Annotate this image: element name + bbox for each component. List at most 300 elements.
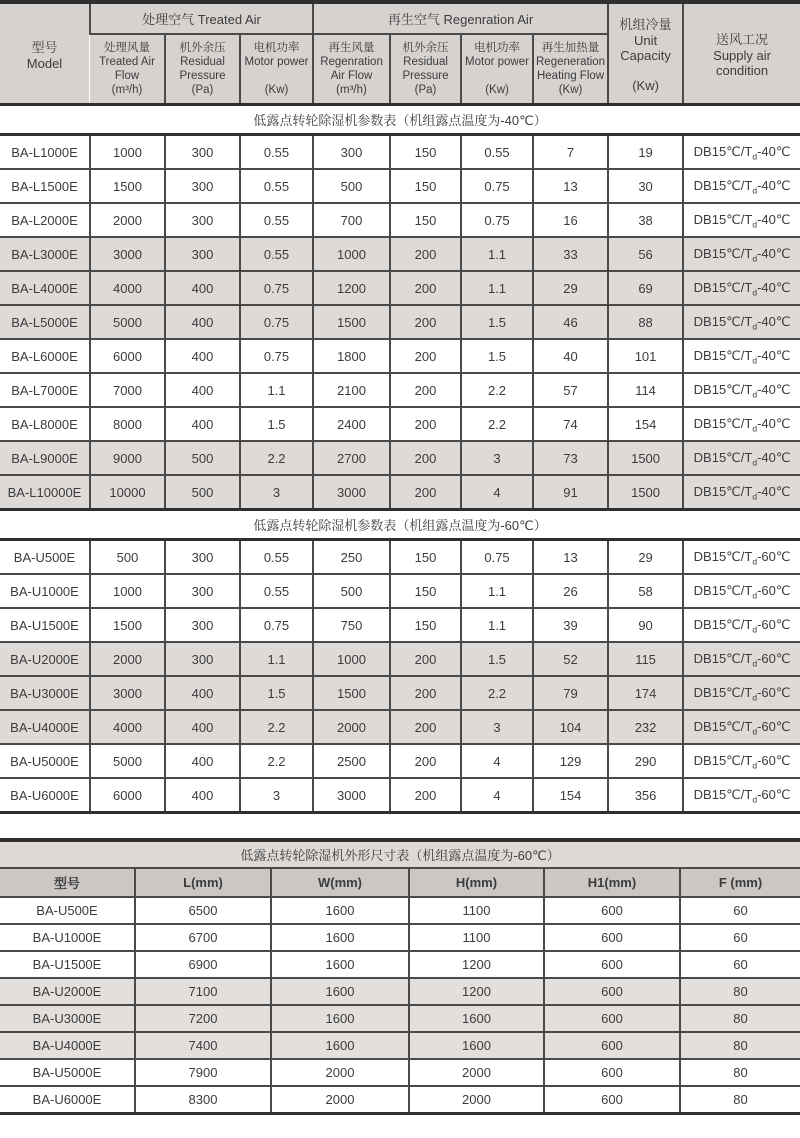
value-cell: 4000 xyxy=(90,710,165,744)
value-cell: 1.1 xyxy=(240,373,313,407)
model-cell: BA-L8000E xyxy=(0,407,90,441)
table-row xyxy=(0,305,800,339)
value-cell: 356 xyxy=(608,778,683,813)
value-cell: 3000 xyxy=(313,475,390,510)
header-line: (m³/h) xyxy=(111,84,143,96)
value-cell: 46 xyxy=(533,305,608,339)
value-cell: 1500 xyxy=(608,441,683,475)
value-cell: 80 xyxy=(680,1032,800,1059)
condition-subscript: d xyxy=(752,726,758,737)
condition-cell: $DB15℃/T_d-40℃$ xyxy=(683,305,800,339)
value-cell: 300 xyxy=(165,642,240,676)
value-cell: 29 xyxy=(533,271,608,305)
condition-subscript: d xyxy=(752,287,758,298)
value-cell: 200 xyxy=(390,373,461,407)
dim-table-title: 低露点转轮除湿机外形尺寸表（机组露点温度为-60℃） xyxy=(0,840,800,868)
value-cell: 0.75 xyxy=(240,608,313,642)
table-row xyxy=(0,441,800,475)
header-line: Supply air xyxy=(713,48,771,63)
value-cell: 500 xyxy=(165,441,240,475)
value-cell: 0.75 xyxy=(240,339,313,373)
table-row xyxy=(0,169,800,203)
value-cell: 2.2 xyxy=(240,710,313,744)
value-cell: 300 xyxy=(165,574,240,608)
header-line: Heating Flow xyxy=(536,70,605,82)
condition-cell: $DB15℃/T_d-60℃$ xyxy=(683,540,800,575)
condition-subscript: d xyxy=(752,185,758,196)
section-title: 低露点转轮除湿机参数表（机组露点温度为-40℃） xyxy=(0,105,800,135)
value-cell: 0.55 xyxy=(240,169,313,203)
value-cell: 4 xyxy=(461,778,533,813)
dimension-table xyxy=(0,838,800,1115)
value-cell: 2.2 xyxy=(461,373,533,407)
model-header-zh: 型号 xyxy=(31,39,58,55)
column-header: F (mm) xyxy=(680,868,800,897)
value-cell: 6900 xyxy=(135,951,271,978)
column-header xyxy=(461,34,533,105)
condition-cell: $DB15℃/T_d-40℃$ xyxy=(683,237,800,271)
condition-subscript: d xyxy=(752,491,758,502)
header-line: Regenration xyxy=(320,56,383,68)
value-cell: 1000 xyxy=(313,642,390,676)
value-cell: 3 xyxy=(240,475,313,510)
column-header: L(mm) xyxy=(135,868,271,897)
value-cell: 600 xyxy=(544,951,680,978)
value-cell: 4 xyxy=(461,744,533,778)
model-cell: BA-U4000E xyxy=(0,710,90,744)
value-cell: 750 xyxy=(313,608,390,642)
model-cell: BA-U6000E xyxy=(10,787,79,803)
value-cell: 232 xyxy=(608,710,683,744)
model-cell: BA-L10000E xyxy=(0,475,90,510)
value-cell: 4000 xyxy=(90,271,165,305)
dim-header-row xyxy=(0,868,800,897)
value-cell: 2000 xyxy=(90,203,165,237)
value-cell: 39 xyxy=(533,608,608,642)
value-cell: 400 xyxy=(165,305,240,339)
value-cell: 1.5 xyxy=(461,305,533,339)
value-cell: 129 xyxy=(533,744,608,778)
value-cell: 600 xyxy=(544,1032,680,1059)
value-cell: 2400 xyxy=(313,407,390,441)
value-cell: 1800 xyxy=(313,339,390,373)
value-cell: 3000 xyxy=(90,676,165,710)
condition-cell: $DB15℃/T_d-60℃$ xyxy=(683,778,800,813)
value-cell: 33 xyxy=(533,237,608,271)
value-cell: 10000 xyxy=(90,475,165,510)
value-cell: 0.75 xyxy=(461,540,533,575)
header-line: 再生加热量 xyxy=(541,42,600,54)
value-cell: 80 xyxy=(680,1059,800,1086)
model-cell: BA-U5000E xyxy=(0,744,90,778)
value-cell: 1600 xyxy=(271,1005,409,1032)
table-row xyxy=(0,924,800,951)
value-cell: 0.75 xyxy=(461,203,533,237)
model-cell: BA-U1500E xyxy=(0,608,90,642)
value-cell: 0.55 xyxy=(240,540,313,575)
condition-cell: $DB15℃/T_d-40℃$ xyxy=(683,169,800,203)
value-cell: 200 xyxy=(390,778,461,813)
header-line: Capacity xyxy=(620,48,671,63)
value-cell: 4 xyxy=(461,475,533,510)
value-cell: 600 xyxy=(544,978,680,1005)
value-cell: 150 xyxy=(390,574,461,608)
value-cell: 1000 xyxy=(90,135,165,170)
value-cell: 290 xyxy=(608,744,683,778)
supply-air-header xyxy=(683,2,800,105)
model-cell: BA-U2000E xyxy=(0,642,90,676)
table-row xyxy=(0,540,800,575)
model-cell: BA-L1000E xyxy=(0,135,90,170)
value-cell: 150 xyxy=(390,135,461,170)
model-cell: BA-U6000E xyxy=(32,1092,102,1107)
header-line: Residual xyxy=(180,56,225,68)
value-cell: 200 xyxy=(390,407,461,441)
value-cell: 60 xyxy=(680,951,800,978)
table-row xyxy=(0,135,800,170)
value-cell: 29 xyxy=(608,540,683,575)
condition-cell: $DB15℃/T_d-60℃$ xyxy=(683,710,800,744)
condition-subscript: d xyxy=(752,794,758,805)
value-cell: 104 xyxy=(533,710,608,744)
value-cell: 200 xyxy=(390,475,461,510)
table-row xyxy=(0,203,800,237)
condition-cell: $DB15℃/T_d-60℃$ xyxy=(683,642,800,676)
value-cell: 2.2 xyxy=(461,407,533,441)
model-cell: BA-U3000E xyxy=(0,1005,135,1032)
value-cell: 1600 xyxy=(271,1032,409,1059)
value-cell: 400 xyxy=(165,744,240,778)
value-cell: 2.2 xyxy=(240,441,313,475)
condition-subscript: d xyxy=(752,760,758,771)
condition-subscript: d xyxy=(752,457,758,468)
value-cell: 200 xyxy=(390,710,461,744)
value-cell: 1.1 xyxy=(461,608,533,642)
value-cell: 7200 xyxy=(135,1005,271,1032)
table-row xyxy=(0,951,800,978)
value-cell: 200 xyxy=(390,237,461,271)
condition-cell: $DB15℃/T_d-60℃$ xyxy=(683,676,800,710)
value-cell: 0.55 xyxy=(240,203,313,237)
value-cell: 8000 xyxy=(90,407,165,441)
value-cell: 300 xyxy=(165,540,240,575)
value-cell: 0.75 xyxy=(461,169,533,203)
value-cell: 200 xyxy=(390,744,461,778)
value-cell: 300 xyxy=(313,135,390,170)
header-line: Air Flow xyxy=(330,70,373,82)
model-cell: BA-U4000E xyxy=(0,1032,135,1059)
header-line: Motor power xyxy=(465,56,529,68)
value-cell: 2000 xyxy=(271,1086,409,1114)
value-cell: 150 xyxy=(390,540,461,575)
condition-subscript: d xyxy=(752,692,758,703)
table-row xyxy=(0,710,800,744)
header-line: 机外余压 xyxy=(402,42,449,54)
value-cell: 150 xyxy=(390,169,461,203)
value-cell: 7400 xyxy=(135,1032,271,1059)
header-line: 机组冷量 xyxy=(619,17,672,32)
value-cell: 400 xyxy=(165,271,240,305)
header-line xyxy=(609,63,682,78)
header-line: Pressure xyxy=(179,70,226,82)
value-cell: 1.1 xyxy=(461,237,533,271)
value-cell: 200 xyxy=(390,305,461,339)
value-cell: 600 xyxy=(544,897,680,924)
header-line: (Kw) xyxy=(264,84,289,96)
value-cell: 600 xyxy=(544,1005,680,1032)
table-row xyxy=(0,574,800,608)
value-cell: 300 xyxy=(165,169,240,203)
value-cell: 174 xyxy=(608,676,683,710)
value-cell: 88 xyxy=(608,305,683,339)
section-title-row xyxy=(0,510,800,540)
value-cell: 3000 xyxy=(90,237,165,271)
value-cell: 1000 xyxy=(90,574,165,608)
condition-cell: $DB15℃/T_d-40℃$ xyxy=(683,271,800,305)
value-cell: 7 xyxy=(533,135,608,170)
model-cell: BA-U2000E xyxy=(0,978,135,1005)
value-cell: 400 xyxy=(165,710,240,744)
condition-cell: $DB15℃/T_d-40℃$ xyxy=(683,135,800,170)
value-cell: 69 xyxy=(608,271,683,305)
model-cell: BA-U3000E xyxy=(0,676,90,710)
value-cell: 101 xyxy=(608,339,683,373)
condition-subscript: d xyxy=(752,389,758,400)
header-line: Pressure xyxy=(402,70,449,82)
treated-air-group-header: 处理空气 Treated Air xyxy=(90,2,313,34)
value-cell: 2000 xyxy=(271,1059,409,1086)
value-cell: 500 xyxy=(313,169,390,203)
table-row xyxy=(0,407,800,441)
value-cell: 1600 xyxy=(271,897,409,924)
value-cell: 56 xyxy=(608,237,683,271)
model-cell: BA-L1500E xyxy=(0,169,90,203)
value-cell: 60 xyxy=(680,924,800,951)
value-cell: 600 xyxy=(544,1059,680,1086)
value-cell: 0.55 xyxy=(240,237,313,271)
value-cell: 700 xyxy=(313,203,390,237)
value-cell: 154 xyxy=(533,778,608,813)
value-cell: 7000 xyxy=(90,373,165,407)
value-cell: 150 xyxy=(390,608,461,642)
condition-subscript: d xyxy=(752,556,758,567)
value-cell: 1100 xyxy=(409,897,544,924)
value-cell: 0.55 xyxy=(240,135,313,170)
value-cell: 0.55 xyxy=(240,574,313,608)
value-cell: 3 xyxy=(461,441,533,475)
value-cell: 154 xyxy=(608,407,683,441)
header-line: 处理风量 xyxy=(104,42,150,54)
table-row xyxy=(0,339,800,373)
value-cell: 16 xyxy=(533,203,608,237)
header-line: (Kw) xyxy=(485,84,509,96)
value-cell: 38 xyxy=(608,203,683,237)
model-cell: BA-L4000E xyxy=(0,271,90,305)
value-cell: 74 xyxy=(533,407,608,441)
model-cell: BA-U500E xyxy=(0,897,135,924)
value-cell: 3000 xyxy=(313,778,390,813)
value-cell: 1500 xyxy=(313,676,390,710)
value-cell: 19 xyxy=(608,135,683,170)
model-cell: BA-U5000E xyxy=(0,1059,135,1086)
value-cell: 1600 xyxy=(271,978,409,1005)
value-cell: 300 xyxy=(165,237,240,271)
column-header: H(mm) xyxy=(409,868,544,897)
header-line: Residual xyxy=(403,56,448,68)
value-cell: 3 xyxy=(240,778,313,813)
value-cell: 114 xyxy=(608,373,683,407)
condition-subscript: d xyxy=(752,658,758,669)
value-cell: 90 xyxy=(608,608,683,642)
value-cell: 200 xyxy=(390,441,461,475)
value-cell: 0.55 xyxy=(461,135,533,170)
header-line: (Pa) xyxy=(191,84,214,96)
condition-cell: $DB15℃/T_d-40℃$ xyxy=(683,203,800,237)
value-cell: 6000 xyxy=(90,778,165,813)
table-row xyxy=(0,237,800,271)
section-title-row xyxy=(0,105,800,135)
condition-subscript: d xyxy=(752,624,758,635)
value-cell: 500 xyxy=(165,475,240,510)
value-cell: 26 xyxy=(533,574,608,608)
model-cell: BA-L2000E xyxy=(0,203,90,237)
column-header: 型号 xyxy=(0,868,135,897)
value-cell: 600 xyxy=(544,1086,680,1114)
condition-subscript: d xyxy=(752,355,758,366)
value-cell: 500 xyxy=(90,540,165,575)
condition-cell: $DB15℃/T_d-40℃$ xyxy=(683,407,800,441)
value-cell: 2500 xyxy=(313,744,390,778)
value-cell: 2000 xyxy=(90,642,165,676)
value-cell: 1.5 xyxy=(461,339,533,373)
value-cell: 0.75 xyxy=(240,305,313,339)
value-cell: 1500 xyxy=(90,169,165,203)
value-cell: 400 xyxy=(165,407,240,441)
column-header xyxy=(240,34,313,105)
header-line: 送风工况 xyxy=(716,32,769,47)
header-line: (Kw) xyxy=(558,84,583,96)
column-header xyxy=(165,34,240,105)
table-row xyxy=(0,642,800,676)
model-header-en: Model xyxy=(26,55,63,71)
value-cell: 1500 xyxy=(90,608,165,642)
model-cell: BA-L3000E xyxy=(0,237,90,271)
column-header xyxy=(313,34,390,105)
model-cell: BA-U1000E xyxy=(0,574,90,608)
condition-cell: $DB15℃/T_d-40℃$ xyxy=(683,339,800,373)
value-cell: 1600 xyxy=(271,924,409,951)
section-title: 低露点转轮除湿机参数表（机组露点温度为-60℃） xyxy=(0,510,800,540)
table-row xyxy=(0,778,800,813)
value-cell: 9000 xyxy=(90,441,165,475)
table-row xyxy=(0,1059,800,1086)
condition-subscript: d xyxy=(752,151,758,162)
table-row xyxy=(0,897,800,924)
value-cell: 400 xyxy=(165,339,240,373)
value-cell: 2.2 xyxy=(461,676,533,710)
value-cell: 1100 xyxy=(409,924,544,951)
value-cell: 1000 xyxy=(313,237,390,271)
value-cell: 5000 xyxy=(90,305,165,339)
model-cell: BA-U1500E xyxy=(0,951,135,978)
value-cell: 1.1 xyxy=(240,642,313,676)
value-cell: 400 xyxy=(165,373,240,407)
value-cell: 2000 xyxy=(409,1059,544,1086)
model-cell: BA-L7000E xyxy=(0,373,90,407)
model-cell: BA-L6000E xyxy=(0,339,90,373)
header-line: Regeneration xyxy=(536,56,606,68)
value-cell: 1.1 xyxy=(461,271,533,305)
value-cell: 7900 xyxy=(135,1059,271,1086)
value-cell: 200 xyxy=(390,676,461,710)
value-cell: 91 xyxy=(533,475,608,510)
table-row xyxy=(0,1032,800,1059)
value-cell: 13 xyxy=(533,169,608,203)
value-cell: 80 xyxy=(680,1005,800,1032)
value-cell: 600 xyxy=(544,924,680,951)
dim-title-row xyxy=(0,840,800,868)
table-row xyxy=(0,608,800,642)
condition-cell: $DB15℃/T_d-60℃$ xyxy=(683,574,800,608)
header-line: 电机功率 xyxy=(253,42,300,54)
model-header xyxy=(0,2,90,105)
value-cell: 0.75 xyxy=(240,271,313,305)
regen-air-group-header: 再生空气 Regenration Air xyxy=(313,2,608,34)
column-header: W(mm) xyxy=(271,868,409,897)
table-row xyxy=(0,475,800,510)
value-cell: 115 xyxy=(608,642,683,676)
value-cell: 200 xyxy=(390,339,461,373)
header-line xyxy=(462,69,532,83)
header-group-row xyxy=(0,2,800,34)
table-row xyxy=(0,978,800,1005)
value-cell: 2100 xyxy=(313,373,390,407)
condition-cell: $DB15℃/T_d-60℃$ xyxy=(683,608,800,642)
header-line: (m³/h) xyxy=(336,84,367,96)
value-cell: 250 xyxy=(313,540,390,575)
value-cell: 52 xyxy=(533,642,608,676)
model-cell: BA-U1000E xyxy=(0,924,135,951)
model-cell: BA-L9000E xyxy=(0,441,90,475)
value-cell: 200 xyxy=(390,271,461,305)
column-header xyxy=(533,34,608,105)
value-cell: 60 xyxy=(680,897,800,924)
value-cell: 79 xyxy=(533,676,608,710)
value-cell: 2000 xyxy=(409,1086,544,1114)
value-cell: 1500 xyxy=(608,475,683,510)
header-line: 机外余压 xyxy=(179,42,226,54)
condition-cell: $DB15℃/T_d-40℃$ xyxy=(683,441,800,475)
header-line: (Kw) xyxy=(632,78,659,93)
value-cell: 300 xyxy=(165,203,240,237)
header-line: 电机功率 xyxy=(474,42,521,54)
value-cell: 1200 xyxy=(313,271,390,305)
condition-cell: $DB15℃/T_d-60℃$ xyxy=(683,744,800,778)
value-cell: 7100 xyxy=(135,978,271,1005)
value-cell: 500 xyxy=(313,574,390,608)
model-cell: BA-L5000E xyxy=(0,305,90,339)
table-row xyxy=(0,271,800,305)
value-cell: 1.1 xyxy=(461,574,533,608)
table-row xyxy=(0,1005,800,1032)
condition-cell: $DB15℃/T_d-40℃$ xyxy=(683,373,800,407)
value-cell: 73 xyxy=(533,441,608,475)
value-cell: 1200 xyxy=(409,978,544,1005)
value-cell: 1500 xyxy=(313,305,390,339)
table-row xyxy=(0,676,800,710)
value-cell: 200 xyxy=(390,642,461,676)
value-cell: 1.5 xyxy=(240,676,313,710)
